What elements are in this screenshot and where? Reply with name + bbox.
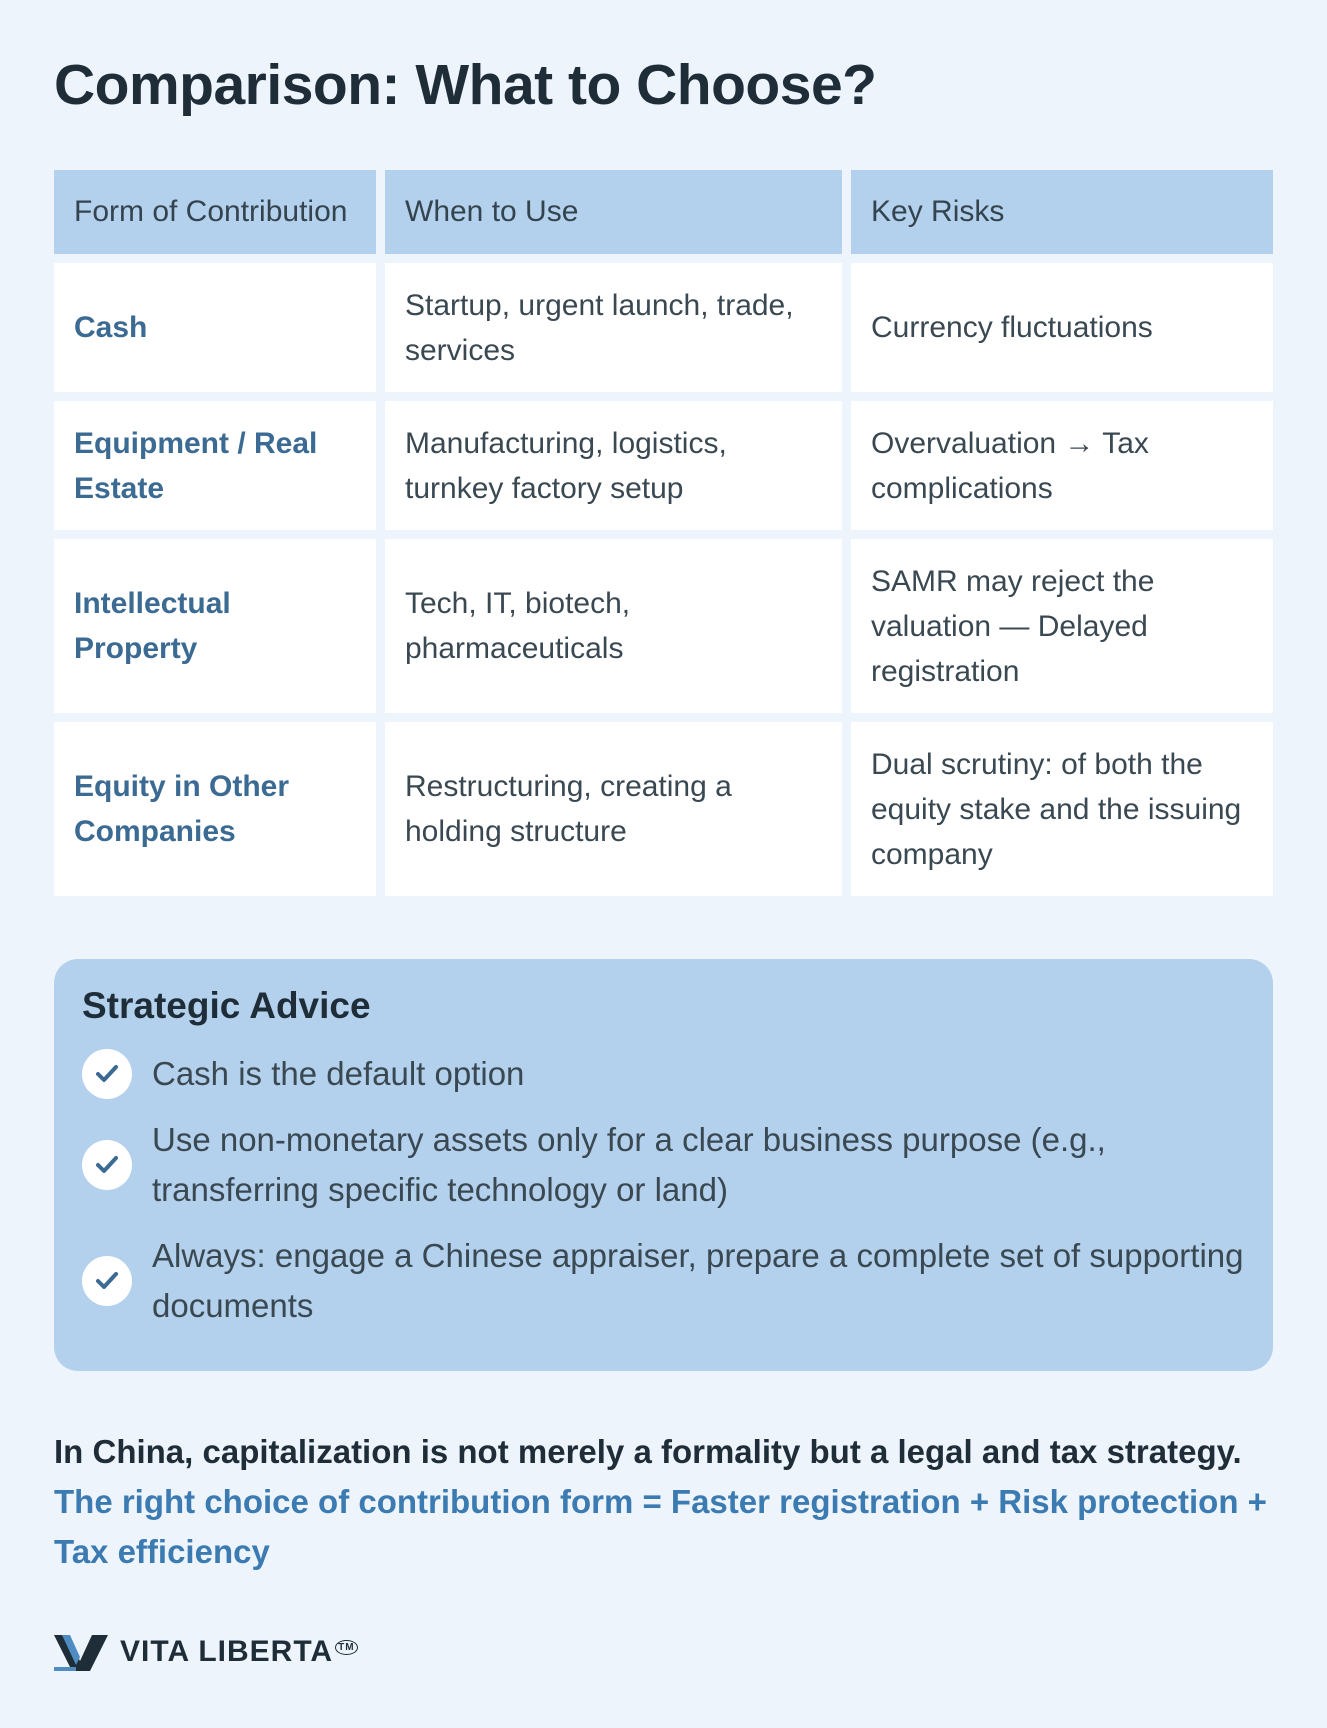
form-cell: Equipment / Real Estate — [54, 401, 385, 539]
advice-text: Cash is the default option — [152, 1055, 525, 1092]
trademark-mark: TM — [335, 1640, 357, 1655]
advice-title: Strategic Advice — [82, 985, 371, 1026]
page-title: Comparison: What to Choose? — [54, 53, 877, 117]
vita-liberta-logo — [54, 1630, 358, 1674]
closing-statement: In China, capitalization is not merely a formality but a legal and tax strategy. — [54, 1433, 1242, 1470]
when-cell: Manufacturing, logistics, turnkey factory setup — [385, 401, 851, 539]
column-header-risks: Key Risks — [851, 170, 1273, 263]
table-row — [54, 401, 1273, 539]
table-header-row — [54, 170, 1273, 263]
check-icon — [82, 1140, 132, 1190]
table-row — [54, 263, 1273, 401]
table-row — [54, 539, 1273, 722]
comparison-table — [54, 170, 1273, 905]
check-icon — [82, 1256, 132, 1306]
when-cell: Tech, IT, biotech, pharmaceuticals — [385, 539, 851, 722]
risks-cell: Dual scrutiny: of both the equity stake and the issuing company — [851, 722, 1273, 905]
advice-text: Use non-monetary assets only for a clear business purpose (e.g., transferring specific technology or land) — [152, 1121, 1106, 1208]
logo-mark-icon — [54, 1631, 110, 1673]
closing-summary — [54, 1427, 1273, 1577]
risks-cell: Currency fluctuations — [851, 263, 1273, 401]
column-header-form: Form of Contribution — [54, 170, 385, 263]
logo-wordmark: VITA LIBERTA ™ — [120, 1635, 358, 1669]
when-cell: Restructuring, creating a holding structure — [385, 722, 851, 905]
when-cell: Startup, urgent launch, trade, services — [385, 263, 851, 401]
advice-item — [82, 1231, 1245, 1331]
risks-cell: SAMR may reject the valuation — Delayed registration — [851, 539, 1273, 722]
advice-text: Always: engage a Chinese appraiser, prepare a complete set of supporting documents — [152, 1237, 1244, 1324]
column-header-when: When to Use — [385, 170, 851, 263]
advice-item — [82, 1049, 1245, 1099]
form-cell: Equity in Other Companies — [54, 722, 385, 905]
risks-cell: Overvaluation → Tax complications — [851, 401, 1273, 539]
check-icon — [82, 1049, 132, 1099]
form-cell: Cash — [54, 263, 385, 401]
form-cell: Intellectual Property — [54, 539, 385, 722]
advice-item — [82, 1115, 1245, 1215]
strategic-advice-panel — [54, 959, 1273, 1371]
closing-formula: The right choice of contribution form = Faster registration + Risk protection + Tax efficiency — [54, 1483, 1267, 1570]
table-row — [54, 722, 1273, 905]
